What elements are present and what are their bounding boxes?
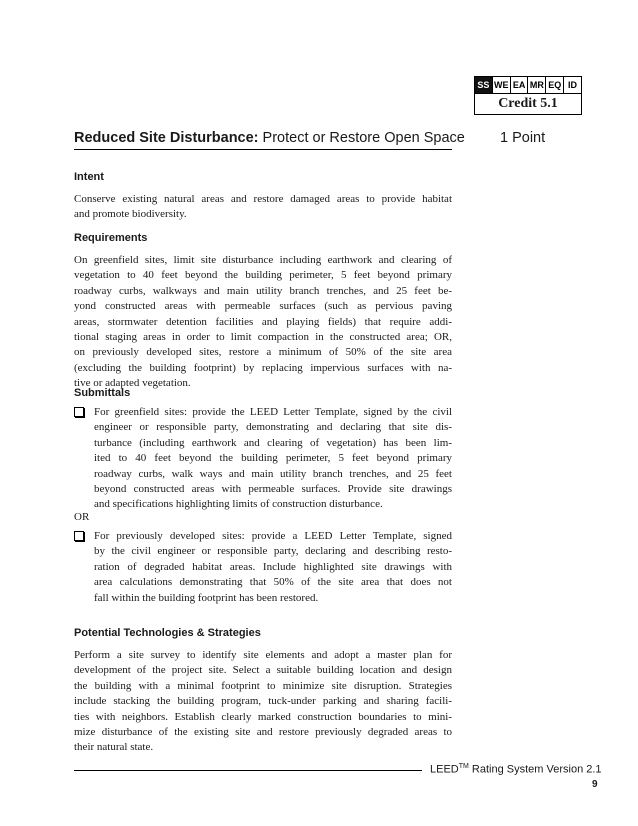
text-line: by the civil engineer or responsible party, declaring and describing resto- — [94, 545, 452, 558]
text-line: development of the project site. Select a suitable building location and design — [74, 664, 452, 677]
text-line: the building with a minimal footprint to minimize site disruption. Strategies — [74, 679, 452, 692]
text-line: Perform a site survey to identify site elements and adopt a master plan for — [74, 649, 452, 661]
page-title — [74, 130, 465, 146]
text-line: and specifications highlighting limits of construction disturbance. — [94, 498, 383, 511]
text-line: their natural state. — [74, 741, 154, 754]
checkbox-bullet-icon — [74, 531, 84, 546]
or-separator: OR — [74, 511, 90, 523]
title-bold: Reduced Site Disturbance: — [74, 130, 259, 146]
text-line: engineer or responsible party, demonstrating and declaring that site dis- — [94, 421, 452, 434]
strategies-heading: Potential Technologies & Strategies — [74, 627, 261, 639]
submittal-item-greenfield — [94, 405, 452, 513]
footer-leed: LEED — [430, 763, 459, 776]
checkbox-bullet-icon — [74, 407, 84, 422]
text-line: vegetation to 40 feet beyond the building perimeter, 5 feet beyond primary — [74, 269, 452, 282]
text-line: ited to 40 feet beyond the building perimeter, 5 feet beyond primary — [94, 452, 452, 465]
text-line: ties with neighbors. Establish clearly marked construction boundaries to mini- — [74, 710, 452, 723]
category-row — [474, 76, 582, 94]
text-line: On greenfield sites, limit site disturbance including earthwork and clearing of — [74, 254, 452, 266]
text-line: Conserve existing natural areas and restore damaged areas to provide habitat — [74, 193, 452, 205]
text-line: yond constructed areas with permeable surfaces (such as pervious paving — [74, 300, 452, 313]
footer-rest: Rating System Version 2.1 — [468, 763, 602, 776]
submittal-item-previously-developed — [94, 529, 452, 606]
requirements-paragraph — [74, 253, 452, 392]
text-line: roadway curbs, walk ways and main utility branch trenches, and 25 feet — [94, 467, 452, 480]
text-line: beyond constructed areas with permeable surfaces. Provide site drawings — [94, 483, 452, 496]
credit-category-box — [474, 76, 582, 115]
text-line: turbance (including earthwork and clearing of vegetation) has been lim- — [94, 436, 452, 449]
text-line: roadway curbs, walkways and main utility branch trenches, and 25 feet be- — [74, 284, 452, 297]
text-line: mize disturbance of the existing site and restore previously degraded areas to — [74, 726, 452, 739]
category-ea: EA — [510, 77, 528, 93]
footer-tm: TM — [458, 763, 469, 770]
title-rest: Protect or Restore Open Space — [258, 130, 465, 146]
text-line: For previously developed sites: provide a LEED Letter Template, signed — [94, 530, 452, 542]
strategies-paragraph — [74, 648, 452, 756]
footer-version — [430, 763, 602, 776]
text-line: tive or adapted vegetation. — [74, 377, 191, 390]
text-line: (excluding the building footprint) by replacing impervious surfaces with na- — [74, 361, 452, 374]
title-divider — [74, 149, 452, 150]
submittals-heading: Submittals — [74, 387, 131, 399]
text-line: include stacking the building program, tuck-under parking and sharing facili- — [74, 695, 452, 708]
text-line: fall within the building footprint has been restored. — [94, 591, 319, 604]
text-line: For greenfield sites: provide the LEED Letter Template, signed by the civil — [94, 406, 452, 418]
category-mr: MR — [527, 77, 545, 93]
text-line: areas, stormwater detention facilities and playing fields) that require addi- — [74, 315, 452, 328]
credit-points: 1 Point — [500, 130, 546, 146]
text-line: ration of degraded habitat areas. Include highlighted site drawings with — [94, 560, 452, 573]
category-id: ID — [563, 77, 581, 93]
requirements-heading: Requirements — [74, 232, 148, 244]
text-line: on previously developed sites, restore a minimum of 50% of the site area — [74, 346, 452, 359]
text-line: tional staging areas in order to limit compaction in the constructed area; OR, — [74, 331, 452, 344]
page-number: 9 — [592, 779, 598, 790]
category-ss: SS — [475, 77, 492, 93]
text-line: area calculations demonstrating that 50% of the site area that does not — [94, 576, 452, 589]
category-eq: EQ — [545, 77, 563, 93]
text-line: and promote biodiversity. — [74, 208, 187, 221]
footer-divider — [74, 770, 422, 771]
category-we: WE — [492, 77, 510, 93]
intent-paragraph — [74, 192, 452, 223]
credit-number: Credit 5.1 — [474, 94, 582, 115]
intent-heading: Intent — [74, 171, 104, 183]
